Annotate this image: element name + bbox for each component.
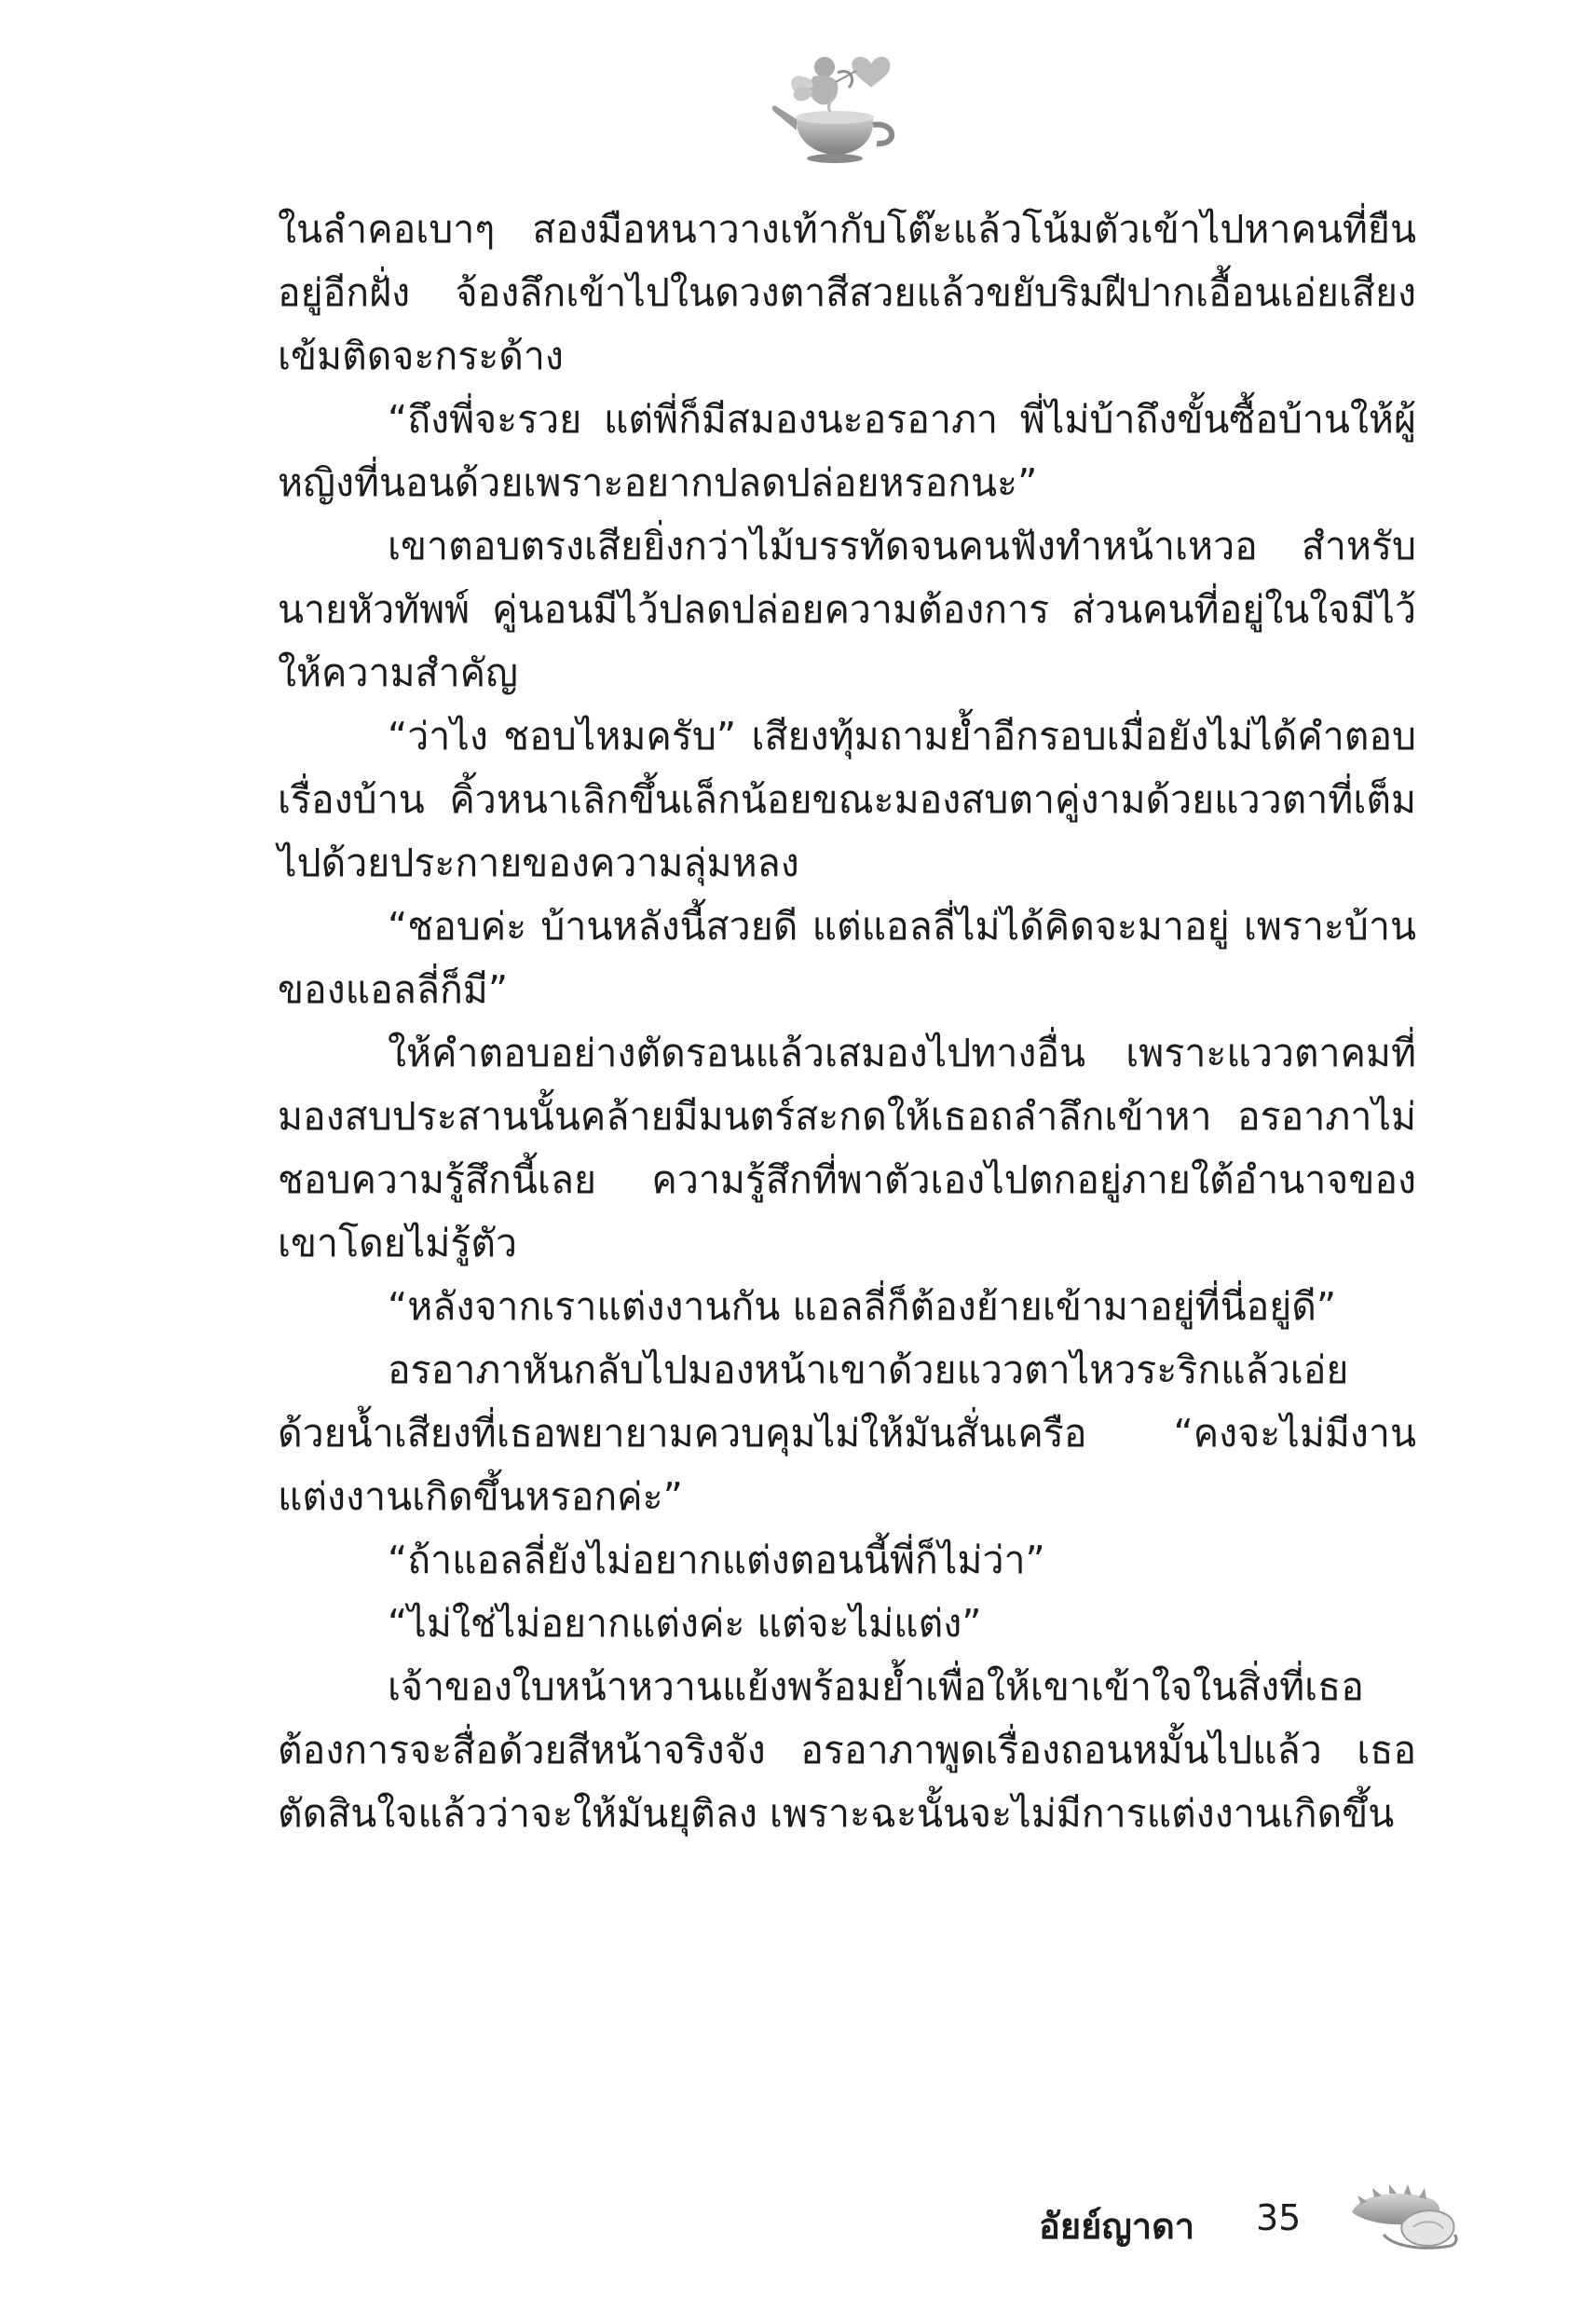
paragraph: ในลำคอเบาๆ สองมือหนาวางเท้ากับโต๊ะแล้วโน้มตัวเข้าไปหาคนที่ยืนอยู่อีกฝั่ง จ้องลึกเข้าไปในดวงตาสีสวยแล้วขยับริมฝีปากเอื้อนเอ่ยเสียงเข้มติดจะกระด้าง [278,207,1416,378]
paragraph: อรอาภาหันกลับไปมองหน้าเขาด้วยแววตาไหวระริกแล้วเอ่ยด้วยน้ำเสียงที่เธอพยายามควบคุมไม่ให้มันสั่นเครือ “คงจะไม่มีงานแต่งงานเกิดขึ้นหรอกค่ะ” [278,1347,1416,1519]
paragraph: “ไม่ใช่ไม่อยากแต่งค่ะ แต่จะไม่แต่ง” [388,1601,982,1646]
cupid-teapot-ornament-icon [759,47,913,168]
paragraph: เจ้าของใบหน้าหวานแย้งพร้อมย้ำเพื่อให้เขาเข้าใจในสิ่งที่เธอต้องการจะสื่อด้วยสีหน้าจริงจัง อรอาภาพูดเรื่องถอนหมั้นไปแล้ว เธอตัดสินใจแล้วว่าจะให้มันยุติลง เพราะฉะนั้นจะไม่มีการแต่งงานเกิดขึ้น [278,1664,1416,1836]
paragraph: “ว่าไง ชอบไหมครับ” เสียงทุ้มถามย้ำอีกรอบเมื่อยังไม่ได้คำตอบเรื่องบ้าน คิ้วหนาเลิกขึ้นเล็กน้อยขณะมองสบตาคู่งามด้วยแววตาที่เต็มไปด้วยประกายของความลุ่มหลง [278,714,1416,885]
paragraph: “ถ้าแอลลี่ยังไม่อยากแต่งตอนนี้พี่ก็ไม่ว่า” [388,1538,1045,1582]
paragraph: “หลังจากเราแต่งงานกัน แอลลี่ก็ต้องย้ายเข้ามาอยู่ที่นี่อยู่ดี” [388,1284,1337,1329]
author-name: อัยย์ญาดา [1039,2206,1195,2247]
page-footer [1039,2181,1467,2255]
paragraph: “ถึงพี่จะรวย แต่พี่ก็มีสมองนะอรอาภา พี่ไม่บ้าถึงขั้นซื้อบ้านให้ผู้หญิงที่นอนด้วยเพราะอยากปลดปล่อยหรอกนะ” [278,397,1416,505]
durian-ornament-icon [1346,2181,1467,2255]
body-text [278,198,1416,1845]
page-number: 35 [1256,2197,1302,2238]
paragraph: “ชอบค่ะ บ้านหลังนี้สวยดี แต่แอลลี่ไม่ได้คิดจะมาอยู่ เพราะบ้านของแอลลี่ก็มี” [278,904,1416,1012]
paragraph: ให้คำตอบอย่างตัดรอนแล้วเสมองไปทางอื่น เพราะแววตาคมที่มองสบประสานนั้นคล้ายมีมนตร์สะกดให้เธอถลำลึกเข้าหา อรอาภาไม่ชอบความรู้สึกนี้เลย ความรู้สึกที่พาตัวเองไปตกอยู่ภายใต้อำนาจของเขาโดยไม่รู้ตัว [278,1031,1416,1265]
paragraph: เขาตอบตรงเสียยิ่งกว่าไม้บรรทัดจนคนฟังทำหน้าเหวอ สำหรับนายหัวทัพพ์ คู่นอนมีไว้ปลดปล่อยความต้องการ ส่วนคนที่อยู่ในใจมีไว้ให้ความสำคัญ [278,524,1416,695]
